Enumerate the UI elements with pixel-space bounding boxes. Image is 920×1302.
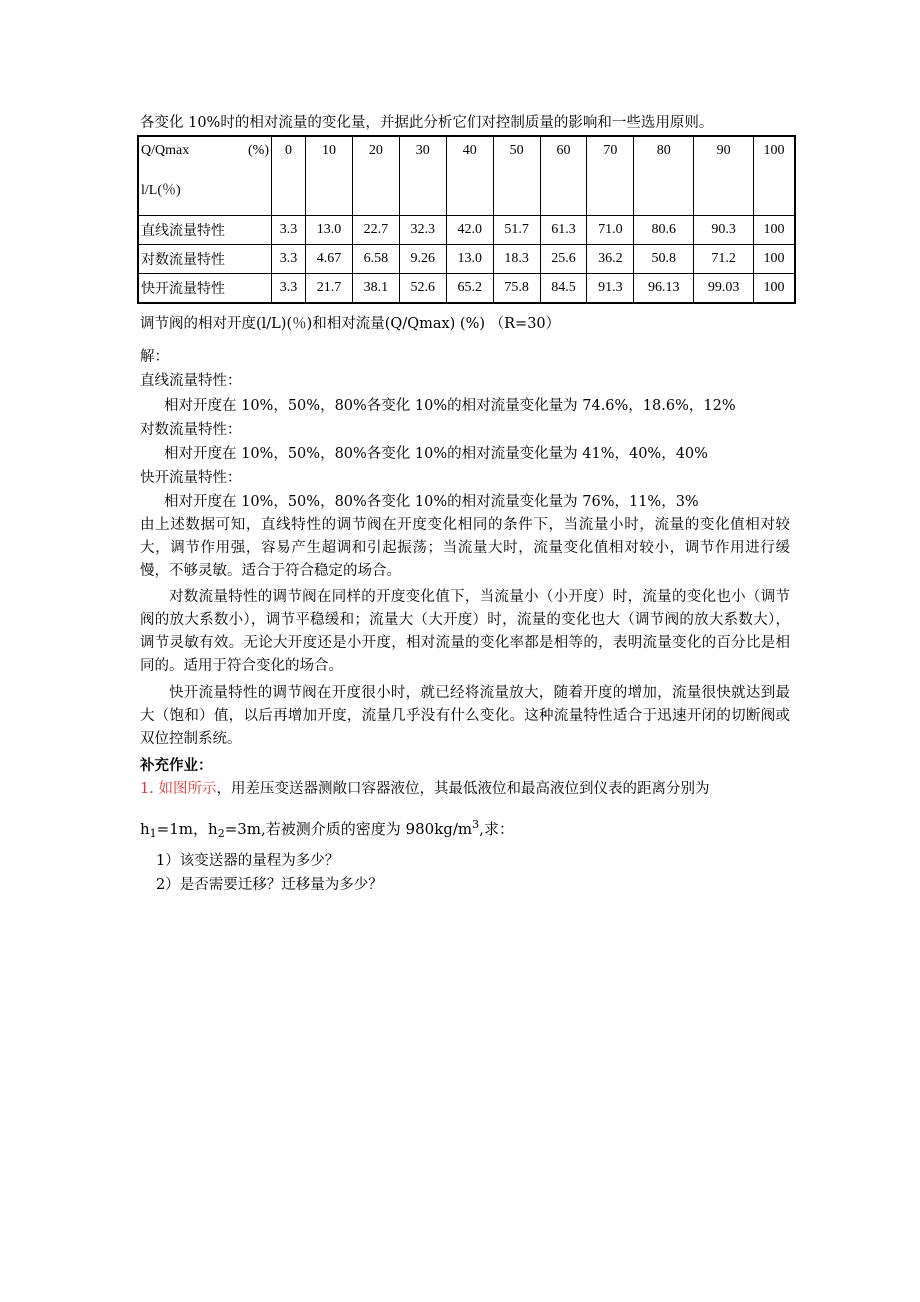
- header-cell: 90: [694, 136, 754, 216]
- question-text: ，用差压变送器测敞口容器液位，其最低液位和最高液位到仪表的距离分别为: [216, 781, 710, 797]
- table-cell: 9.26: [399, 245, 446, 274]
- header-cell: 100: [753, 136, 795, 216]
- table-cell: 38.1: [352, 274, 399, 304]
- log-text: 相对开度在 10%，50%，80%各变化 10%的相对流量变化量为 41%，40%，40%: [164, 446, 708, 462]
- h2-subscript: 2: [217, 827, 225, 840]
- table-row-quick: [138, 274, 795, 304]
- table-cell: 3.3: [272, 245, 306, 274]
- analysis-paragraph-linear: 由上述数据可知，直线特性的调节阀在开度变化相同的条件下，当流量小时，流量的变化值相对较大，调节作用强，容易产生超调和引起振荡；当流量大时，流量变化值相对较小，调节作用进行缓慢，不够灵敏。适合于符合稳定的场合。: [140, 517, 790, 579]
- table-row-log: [138, 245, 795, 274]
- table-cell: 21.7: [306, 274, 353, 304]
- header-cell: 70: [587, 136, 634, 216]
- table-row-linear: [138, 216, 795, 245]
- h2-value: =3m,若被测介质的密度为 980kg/m: [224, 820, 473, 838]
- question-1: [140, 779, 709, 799]
- h2-symbol: h: [208, 820, 218, 838]
- linear-title: 直线流量特性：: [140, 373, 242, 389]
- figure-link[interactable]: 如图所示: [158, 781, 217, 797]
- table-cell: 100: [753, 216, 795, 245]
- table-cell: 36.2: [587, 245, 634, 274]
- h1-value: =1m，: [156, 820, 209, 838]
- intro-text: 各变化 10%时的相对流量的变化量，并据此分析它们对控制质量的影响和一些选用原则。: [140, 115, 714, 131]
- analysis-paragraph-quick: 快开流量特性的调节阀在开度很小时，就已经将流量放大，随着开度的增加，流量很快就达到最大（饱和）值，以后再增加开度，流量几乎没有什么变化。这种流量特性适合于迅速开闭的切断阀或双位控制系统。: [140, 685, 790, 747]
- header-cell: 80: [634, 136, 694, 216]
- sub-question-1: 1）该变送器的量程为多少？: [156, 853, 340, 869]
- table-cell: 71.2: [694, 245, 754, 274]
- log-title: 对数流量特性：: [140, 422, 242, 438]
- header-cell: 40: [446, 136, 493, 216]
- table-cell: 6.58: [352, 245, 399, 274]
- quick-title: 快开流量特性：: [140, 470, 242, 486]
- table-cell: 50.8: [634, 245, 694, 274]
- header-percent: (%): [248, 143, 269, 158]
- row-label: 对数流量特性: [138, 245, 272, 274]
- table-cell: 75.8: [493, 274, 540, 304]
- h1-subscript: 1: [149, 827, 157, 840]
- table-cell: 65.2: [446, 274, 493, 304]
- table-cell: 32.3: [399, 216, 446, 245]
- table-cell: 18.3: [493, 245, 540, 274]
- table-cell: 99.03: [694, 274, 754, 304]
- h1-symbol: h: [140, 820, 150, 838]
- header-cell: 20: [352, 136, 399, 216]
- table-cell: 25.6: [540, 245, 587, 274]
- question-1-values: [140, 815, 514, 844]
- unit-superscript: 3: [472, 818, 480, 831]
- row-label: 直线流量特性: [138, 216, 272, 245]
- table-cell: 13.0: [446, 245, 493, 274]
- question-number: 1.: [140, 781, 154, 797]
- table-cell: 13.0: [306, 216, 353, 245]
- header-cell: 50: [493, 136, 540, 216]
- table-header-label: [138, 136, 272, 216]
- table-cell: 100: [753, 274, 795, 304]
- table-cell: 42.0: [446, 216, 493, 245]
- solution-label: 解：: [140, 349, 169, 365]
- header-qqmax: Q/Qmax: [141, 143, 190, 158]
- header-opening: l/L(％): [141, 183, 181, 198]
- header-cell: 60: [540, 136, 587, 216]
- supplement-title: 补充作业：: [140, 758, 213, 774]
- table-cell: 51.7: [493, 216, 540, 245]
- table-cell: 90.3: [694, 216, 754, 245]
- sub-question-2: 2）是否需要迁移？迁移量为多少？: [156, 877, 383, 893]
- header-cell: 10: [306, 136, 353, 216]
- table-cell: 4.67: [306, 245, 353, 274]
- table-cell: 3.3: [272, 274, 306, 304]
- row-label: 快开流量特性: [138, 274, 272, 304]
- flow-characteristic-table: [137, 135, 796, 304]
- table-caption: 调节阀的相对开度(l/L)(％)和相对流量(Q/Qmax) (%) （R=30）: [140, 316, 561, 332]
- header-cell: 30: [399, 136, 446, 216]
- table-cell: 96.13: [634, 274, 694, 304]
- quick-text: 相对开度在 10%，50%，80%各变化 10%的相对流量变化量为 76%，11%，3%: [164, 494, 699, 510]
- table-cell: 3.3: [272, 216, 306, 245]
- table-header-row: [138, 136, 795, 216]
- table-cell: 61.3: [540, 216, 587, 245]
- table-cell: 71.0: [587, 216, 634, 245]
- linear-text: 相对开度在 10%，50%，80%各变化 10%的相对流量变化量为 74.6%，18.6%，12%: [164, 398, 736, 414]
- table-cell: 91.3: [587, 274, 634, 304]
- question-tail: ,求：: [479, 820, 514, 838]
- table-cell: 84.5: [540, 274, 587, 304]
- table-cell: 100: [753, 245, 795, 274]
- analysis-paragraph-log: 对数流量特性的调节阀在同样的开度变化值下，当流量小（小开度）时，流量的变化也小（调节阀的放大系数小），调节平稳缓和；流量大（大开度）时，流量的变化也大（调节阀的放大系数大），调节灵敏有效。无论大开度还是小开度，相对流量的变化率都是相等的，表明流量变化的百分比是相同的。适用于符合变化的场合。: [140, 589, 790, 674]
- table-cell: 22.7: [352, 216, 399, 245]
- table-cell: 80.6: [634, 216, 694, 245]
- table-cell: 52.6: [399, 274, 446, 304]
- header-cell: 0: [272, 136, 306, 216]
